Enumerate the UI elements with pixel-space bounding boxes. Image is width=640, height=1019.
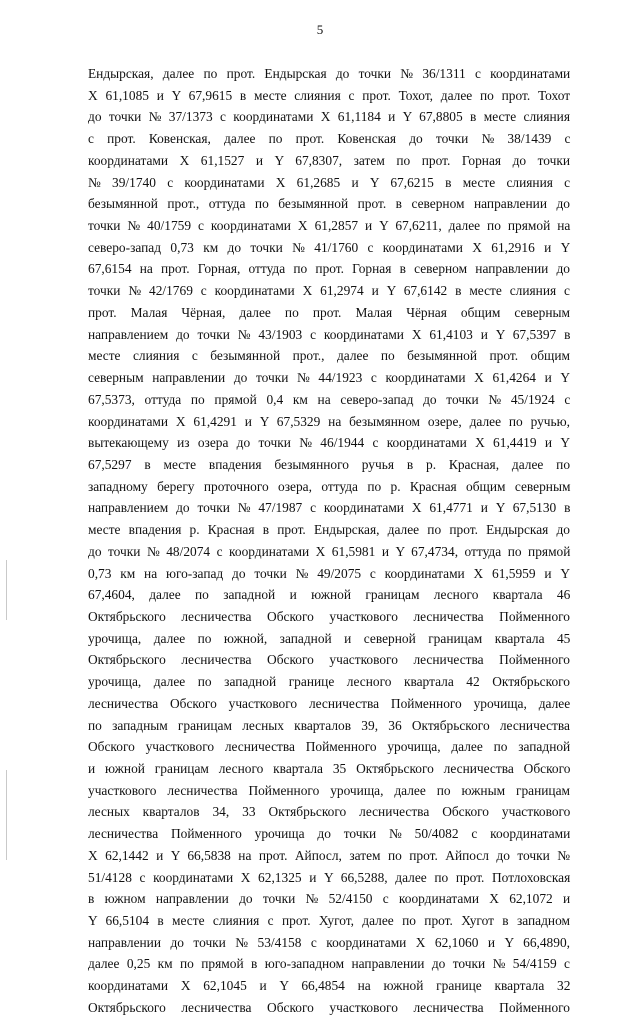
body-paragraph	[88, 63, 570, 1019]
text-line: координатами X 62,1045 и Y 66,4854 на южной границе квартала 32	[88, 978, 571, 994]
text-line: точки № 40/1759 с координатами X 61,2857 и Y 67,6211, далее по прямой на	[88, 218, 571, 234]
text-line: Октябрьского лесничества Обского участкового лесничества Пойменного	[88, 608, 570, 624]
text-line: X 62,1442 и Y 66,5838 на прот. Айпосл, затем по прот. Айпосл до точки №	[88, 847, 570, 863]
text-line: 67,6154 на прот. Горная, оттуда по прот. Горная в северном направлении до	[88, 261, 570, 277]
text-line: по западным границам лесных кварталов 39, 36 Октябрьского лесничества	[88, 717, 570, 733]
text-line: Октябрьского лесничества Обского участкового лесничества Пойменного	[88, 652, 570, 668]
text-line: месте впадения р. Красная в прот. Ендырская, далее по прот. Ендырская до	[88, 522, 570, 538]
text-line: 67,5297 в месте впадения безымянного ручья в р. Красная, далее по	[88, 456, 571, 472]
text-line: прот. Малая Чёрная, далее по прот. Малая Чёрная общим северным	[88, 304, 570, 320]
text-line: направлении до точки № 53/4158 с координатами X 62,1060 и Y 66,4890,	[88, 934, 570, 950]
text-line: Ендырская, далее по прот. Ендырская до точки № 36/1311 с координатами	[88, 66, 571, 81]
text-line: Октябрьского лесничества Обского участкового лесничества Пойменного	[88, 999, 570, 1015]
text-line: Y 66,5104 в месте слияния с прот. Хугот, далее по прот. Хугот в западном	[88, 913, 571, 929]
text-line: до точки № 48/2074 с координатами X 61,5981 и Y 67,4734, оттуда по прямой	[88, 543, 571, 559]
page-number: 5	[316, 22, 324, 37]
scan-artifact	[6, 770, 7, 860]
text-line: лесничества Обского участкового лесничества Пойменного урочища, далее	[88, 695, 571, 711]
text-line: Обского участкового лесничества Пойменного урочища, далее по западной	[88, 739, 571, 755]
text-line: вытекающему из озера до точки № 46/1944 с координатами X 61,4419 и Y	[88, 435, 570, 451]
text-line: с прот. Ковенская, далее по прот. Ковенская до точки № 38/1439 с	[88, 131, 571, 147]
text-line: урочища, далее по западной границе лесного квартала 42 Октябрьского	[88, 674, 570, 690]
text-line: координатами X 61,1527 и Y 67,8307, затем по прот. Горная до точки	[88, 152, 571, 168]
text-line: № 39/1740 с координатами X 61,2685 и Y 67,6215 в месте слияния с	[88, 174, 571, 190]
text-line: западному берегу проточного озера, оттуда по р. Красная общим северным	[88, 478, 571, 494]
text-line: 51/4128 с координатами X 62,1325 и Y 66,5288, далее по прот. Потлоховская	[88, 869, 571, 885]
text-line: координатами X 61,4291 и Y 67,5329 на безымянном озере, далее по ручью,	[88, 413, 570, 429]
text-line: северным направлении до точки № 44/1923 с координатами X 61,4264 и Y	[88, 370, 571, 386]
scan-artifact	[6, 560, 7, 620]
text-line: северо-запад 0,73 км до точки № 41/1760 с координатами X 61,2916 и Y	[88, 239, 571, 255]
text-line: участкового лесничества Пойменного урочища, далее по южным границам	[88, 782, 571, 798]
text-line: безымянной прот., оттуда по безымянной прот. в северном направлении до	[88, 196, 570, 212]
text-line: лесничества Пойменного урочища до точки № 50/4082 с координатами	[88, 826, 571, 842]
text-line: далее 0,25 км по прямой в юго-западном направлении до точки № 54/4159 с	[88, 956, 570, 972]
text-line: X 61,1085 и Y 67,9615 в месте слияния с прот. Тохот, далее по прот. Тохот	[88, 87, 571, 103]
text-line: лесных кварталов 34, 33 Октябрьского лесничества Обского участкового	[88, 804, 571, 820]
text-line: до точки № 37/1373 с координатами X 61,1184 и Y 67,8805 в месте слияния	[88, 109, 570, 125]
text-line: направлением до точки № 47/1987 с координатами X 61,4771 и Y 67,5130 в	[88, 500, 571, 516]
text-line: 0,73 км на юго-запад до точки № 49/2075 с координатами X 61,5959 и Y	[88, 565, 570, 581]
text-line: точки № 42/1769 с координатами X 61,2974 и Y 67,6142 в месте слияния с	[88, 283, 570, 299]
text-line: 67,4604, далее по западной и южной границам лесного квартала 46	[88, 587, 571, 603]
text-line: 67,5373, оттуда по прямой 0,4 км на северо-запад до точки № 45/1924 с	[88, 391, 571, 407]
text-line: и южной границам лесного квартала 35 Октябрьского лесничества Обского	[88, 761, 571, 776]
text-line: месте слияния с безымянной прот., далее по безымянной прот. общим	[88, 348, 570, 364]
text-line: урочища, далее по южной, западной и северной границам квартала 45	[88, 630, 571, 646]
text-line: направлением до точки № 43/1903 с координатами X 61,4103 и Y 67,5397 в	[88, 326, 571, 342]
text-line: в южном направлении до точки № 52/4150 с координатами X 62,1072 и	[88, 891, 571, 907]
